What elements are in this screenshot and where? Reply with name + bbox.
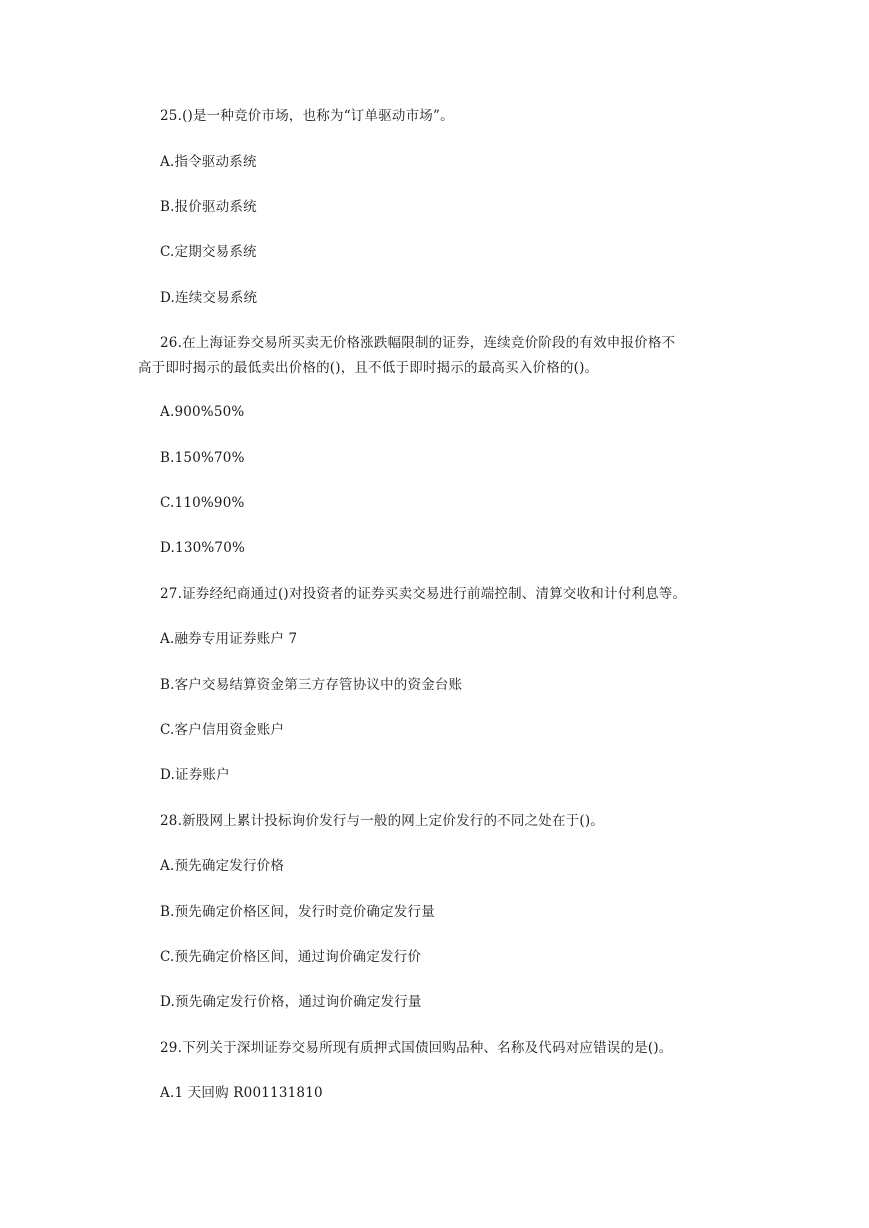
question-29-stem: 29.下列关于深圳证券交易所现有质押式国债回购品种、名称及代码对应错误的是()。 (160, 1040, 673, 1056)
question-28-option-a: A.预先确定发行价格 (160, 858, 285, 874)
question-25-option-d: D.连续交易系统 (160, 290, 258, 306)
question-26-option-c: C.110%90% (160, 495, 245, 511)
question-28-option-b: B.预先确定价格区间，发行时竞价确定发行量 (160, 904, 435, 920)
question-25-option-a: A.指令驱动系统 (160, 154, 257, 170)
question-27-option-d: D.证券账户 (160, 767, 230, 783)
question-27-option-a: A.融券专用证券账户 7 (160, 631, 298, 647)
question-27-option-c: C.客户信用资金账户 (160, 722, 285, 738)
question-28-option-c: C.预先确定价格区间，通过询价确定发行价 (160, 949, 422, 965)
question-26-stem-line2: 高于即时揭示的最低卖出价格的()，且不低于即时揭示的最高买入价格的()。 (138, 360, 599, 376)
question-26-stem-line1: 26.在上海证券交易所买卖无价格涨跌幅限制的证券，连续竞价阶段的有效申报价格不 (160, 335, 676, 351)
question-27-option-b: B.客户交易结算资金第三方存管协议中的资金台账 (160, 677, 463, 693)
question-26-option-b: B.150%70% (160, 450, 245, 466)
question-25-stem: 25.()是一种竞价市场，也称为“订单驱动市场”。 (160, 108, 454, 124)
question-28-option-d: D.预先确定发行价格，通过询价确定发行量 (160, 994, 422, 1010)
question-27-stem: 27.证券经纪商通过()对投资者的证券买卖交易进行前端控制、清算交收和计付利息等。 (160, 586, 687, 602)
question-26-option-a: A.900%50% (160, 404, 245, 420)
question-26-option-d: D.130%70% (160, 540, 246, 556)
question-25-option-b: B.报价驱动系统 (160, 199, 257, 215)
question-29-option-a: A.1 天回购 R001131810 (160, 1085, 323, 1101)
question-25-option-c: C.定期交易系统 (160, 244, 257, 260)
question-28-stem: 28.新股网上累计投标询价发行与一般的网上定价发行的不同之处在于()。 (160, 813, 605, 829)
